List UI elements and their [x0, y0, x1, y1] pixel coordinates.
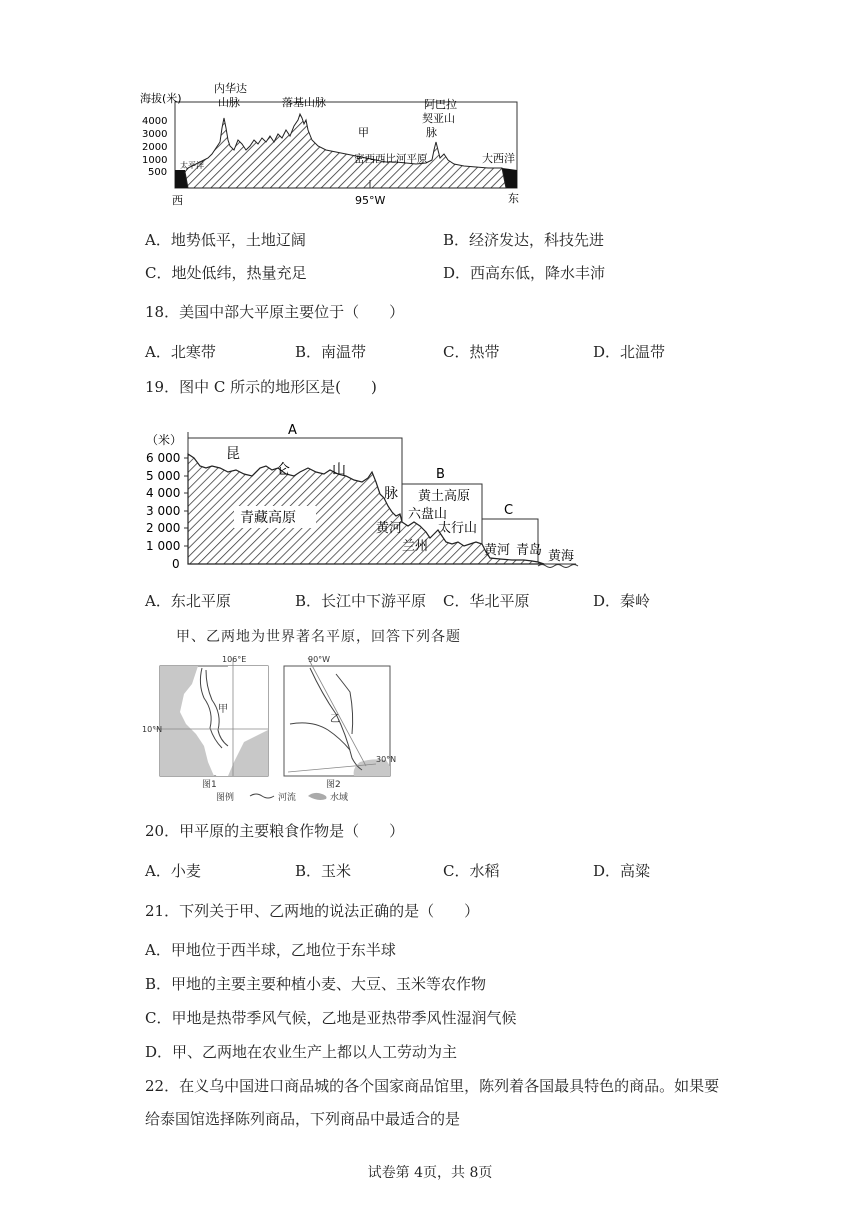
q22-stem-line2: 给泰国馆选择陈列商品，下列商品中最适合的是 [145, 1110, 461, 1128]
liupan-label: 六盘山 [408, 507, 448, 522]
q20-option-d[interactable]: D．高粱 [593, 862, 651, 880]
legend-title: 图例 [216, 793, 235, 803]
china-y-tick: 2 000 [146, 521, 181, 535]
q18-option-b[interactable]: B．南温带 [295, 343, 367, 361]
intro-20-21: 甲、乙两地为世界著名平原，回答下列各题 [176, 629, 461, 645]
q19-option-b[interactable]: B．长江中下游平原 [295, 592, 427, 610]
profile-y-tick: 500 [148, 167, 168, 178]
map1-jia-label: 甲 [218, 704, 228, 715]
profile-y-tick: 3000 [142, 129, 168, 140]
q17-option-a[interactable]: A．地势低平，土地辽阔 [145, 231, 306, 249]
map-1 [142, 655, 268, 790]
kunlun-char-1: 昆 [226, 446, 240, 462]
map-legend [216, 791, 348, 803]
q21-option-a[interactable]: A．甲地位于西半球，乙地位于东半球 [145, 941, 396, 959]
q19-option-a[interactable]: A．东北平原 [145, 592, 231, 610]
china-y-tick: 6 000 [146, 451, 181, 465]
profile-y-tick: 2000 [142, 142, 168, 153]
longitude-label: 95°W [355, 194, 386, 207]
q20-option-b[interactable]: B．玉米 [295, 862, 352, 880]
q21-option-d[interactable]: D．甲、乙两地在农业生产上都以人工劳动为主 [145, 1043, 458, 1061]
taihang-label: 太行山 [438, 521, 478, 536]
sea-waves [538, 565, 578, 568]
china-terrain-profile-figure [140, 418, 590, 578]
profile-y-tick: 4000 [142, 116, 168, 127]
profile-y-tick: 1000 [142, 155, 168, 166]
q20-stem: 20．甲平原的主要粮食作物是（ ） [145, 822, 405, 840]
region-a-label: A [288, 423, 297, 438]
q18-option-d[interactable]: D．北温带 [593, 343, 666, 361]
us-terrain-profile-figure [140, 80, 540, 208]
region-c-label: C [504, 503, 514, 518]
huangtu-label: 黄土高原 [418, 489, 471, 504]
china-y-unit: （米） [146, 433, 183, 447]
lanzhou-label: 兰州 [402, 539, 429, 554]
kunlun-char-2: 仑 [276, 462, 290, 478]
legend-river: 河流 [278, 793, 297, 803]
profile-y-axis-label: 海拔(米) [140, 92, 182, 105]
q19-option-d[interactable]: D．秦岭 [593, 592, 651, 610]
q19-option-c[interactable]: C．华北平原 [443, 592, 530, 610]
q17-option-c[interactable]: C．地处低纬，热量充足 [145, 264, 307, 282]
q20-option-a[interactable]: A．小麦 [145, 862, 201, 880]
west-label: 西 [172, 194, 183, 207]
kunlun-char-3: 山 [332, 462, 346, 478]
q21-option-c[interactable]: C．甲地是热带季风气候，乙地是亚热带季风性湿润气候 [145, 1009, 517, 1027]
rocky-label: 落基山脉 [282, 96, 326, 109]
atlantic-label: 大西洋 [482, 152, 515, 165]
china-y-tick: 4 000 [146, 486, 181, 500]
q17-option-b[interactable]: B．经济发达，科技先进 [443, 231, 605, 249]
q18-stem: 18．美国中部大平原主要位于（ ） [145, 303, 405, 321]
region-b-label: B [436, 467, 445, 482]
page-footer: 试卷第 4页，共 8页 [367, 1165, 493, 1181]
pacific-label: 太平洋 [180, 161, 204, 170]
map1-lat-label: 10°N [142, 725, 163, 734]
q17-option-d[interactable]: D．西高东低，降水丰沛 [443, 264, 606, 282]
legend-water-icon [308, 793, 327, 800]
map2-yi-label: 乙 [330, 714, 340, 725]
plain-label: 密西西比河平原 [354, 153, 428, 165]
china-y-tick: 1 000 [146, 539, 181, 553]
map2-lat-label: 30°N [376, 755, 397, 764]
jia-label: 甲 [358, 126, 369, 139]
q22-stem-line1: 22．在义乌中国进口商品城的各个国家商品馆里，陈列着各国最具特色的商品。如果要 [145, 1077, 720, 1095]
nevada-label: 内华达 [214, 82, 247, 95]
appalachian-label: 脉 [426, 126, 437, 139]
map-2 [284, 655, 396, 790]
kunlun-char-4: 脉 [384, 486, 398, 502]
legend-river-icon [250, 794, 274, 798]
huanghai-label: 黄海 [548, 549, 575, 564]
nevada-label: 山脉 [218, 96, 240, 109]
appalachian-label: 阿巴拉 [424, 98, 457, 111]
china-y-tick: 0 [172, 557, 180, 571]
legend-water: 水域 [330, 793, 349, 803]
q18-option-a[interactable]: A．北寒带 [145, 343, 216, 361]
huanghe-label-2: 黄河 [484, 543, 511, 558]
q21-option-b[interactable]: B．甲地的主要主要种植小麦、大豆、玉米等农作物 [145, 975, 487, 993]
map1-caption: 图1 [202, 780, 217, 790]
terrain-profile-shape [185, 114, 506, 188]
china-y-tick: 5 000 [146, 469, 181, 483]
qingzang-label: 青藏高原 [240, 510, 296, 526]
huanghe-label-1: 黄河 [376, 521, 403, 536]
map2-caption: 图2 [326, 780, 341, 790]
q19-stem: 19．图中 C 所示的地形区是( ) [145, 378, 377, 396]
q18-option-c[interactable]: C．热带 [443, 343, 500, 361]
qingdao-label: 青岛 [516, 543, 543, 558]
q20-option-c[interactable]: C．水稻 [443, 862, 500, 880]
appalachian-label: 契亚山 [422, 112, 455, 125]
east-label: 东 [508, 192, 519, 205]
china-y-tick: 3 000 [146, 504, 181, 518]
plains-maps-figure [140, 654, 400, 804]
map1-lon-label: 106°E [222, 655, 247, 664]
map2-lon-label: 90°W [308, 655, 331, 664]
q21-stem: 21．下列关于甲、乙两地的说法正确的是（ ） [145, 902, 480, 920]
